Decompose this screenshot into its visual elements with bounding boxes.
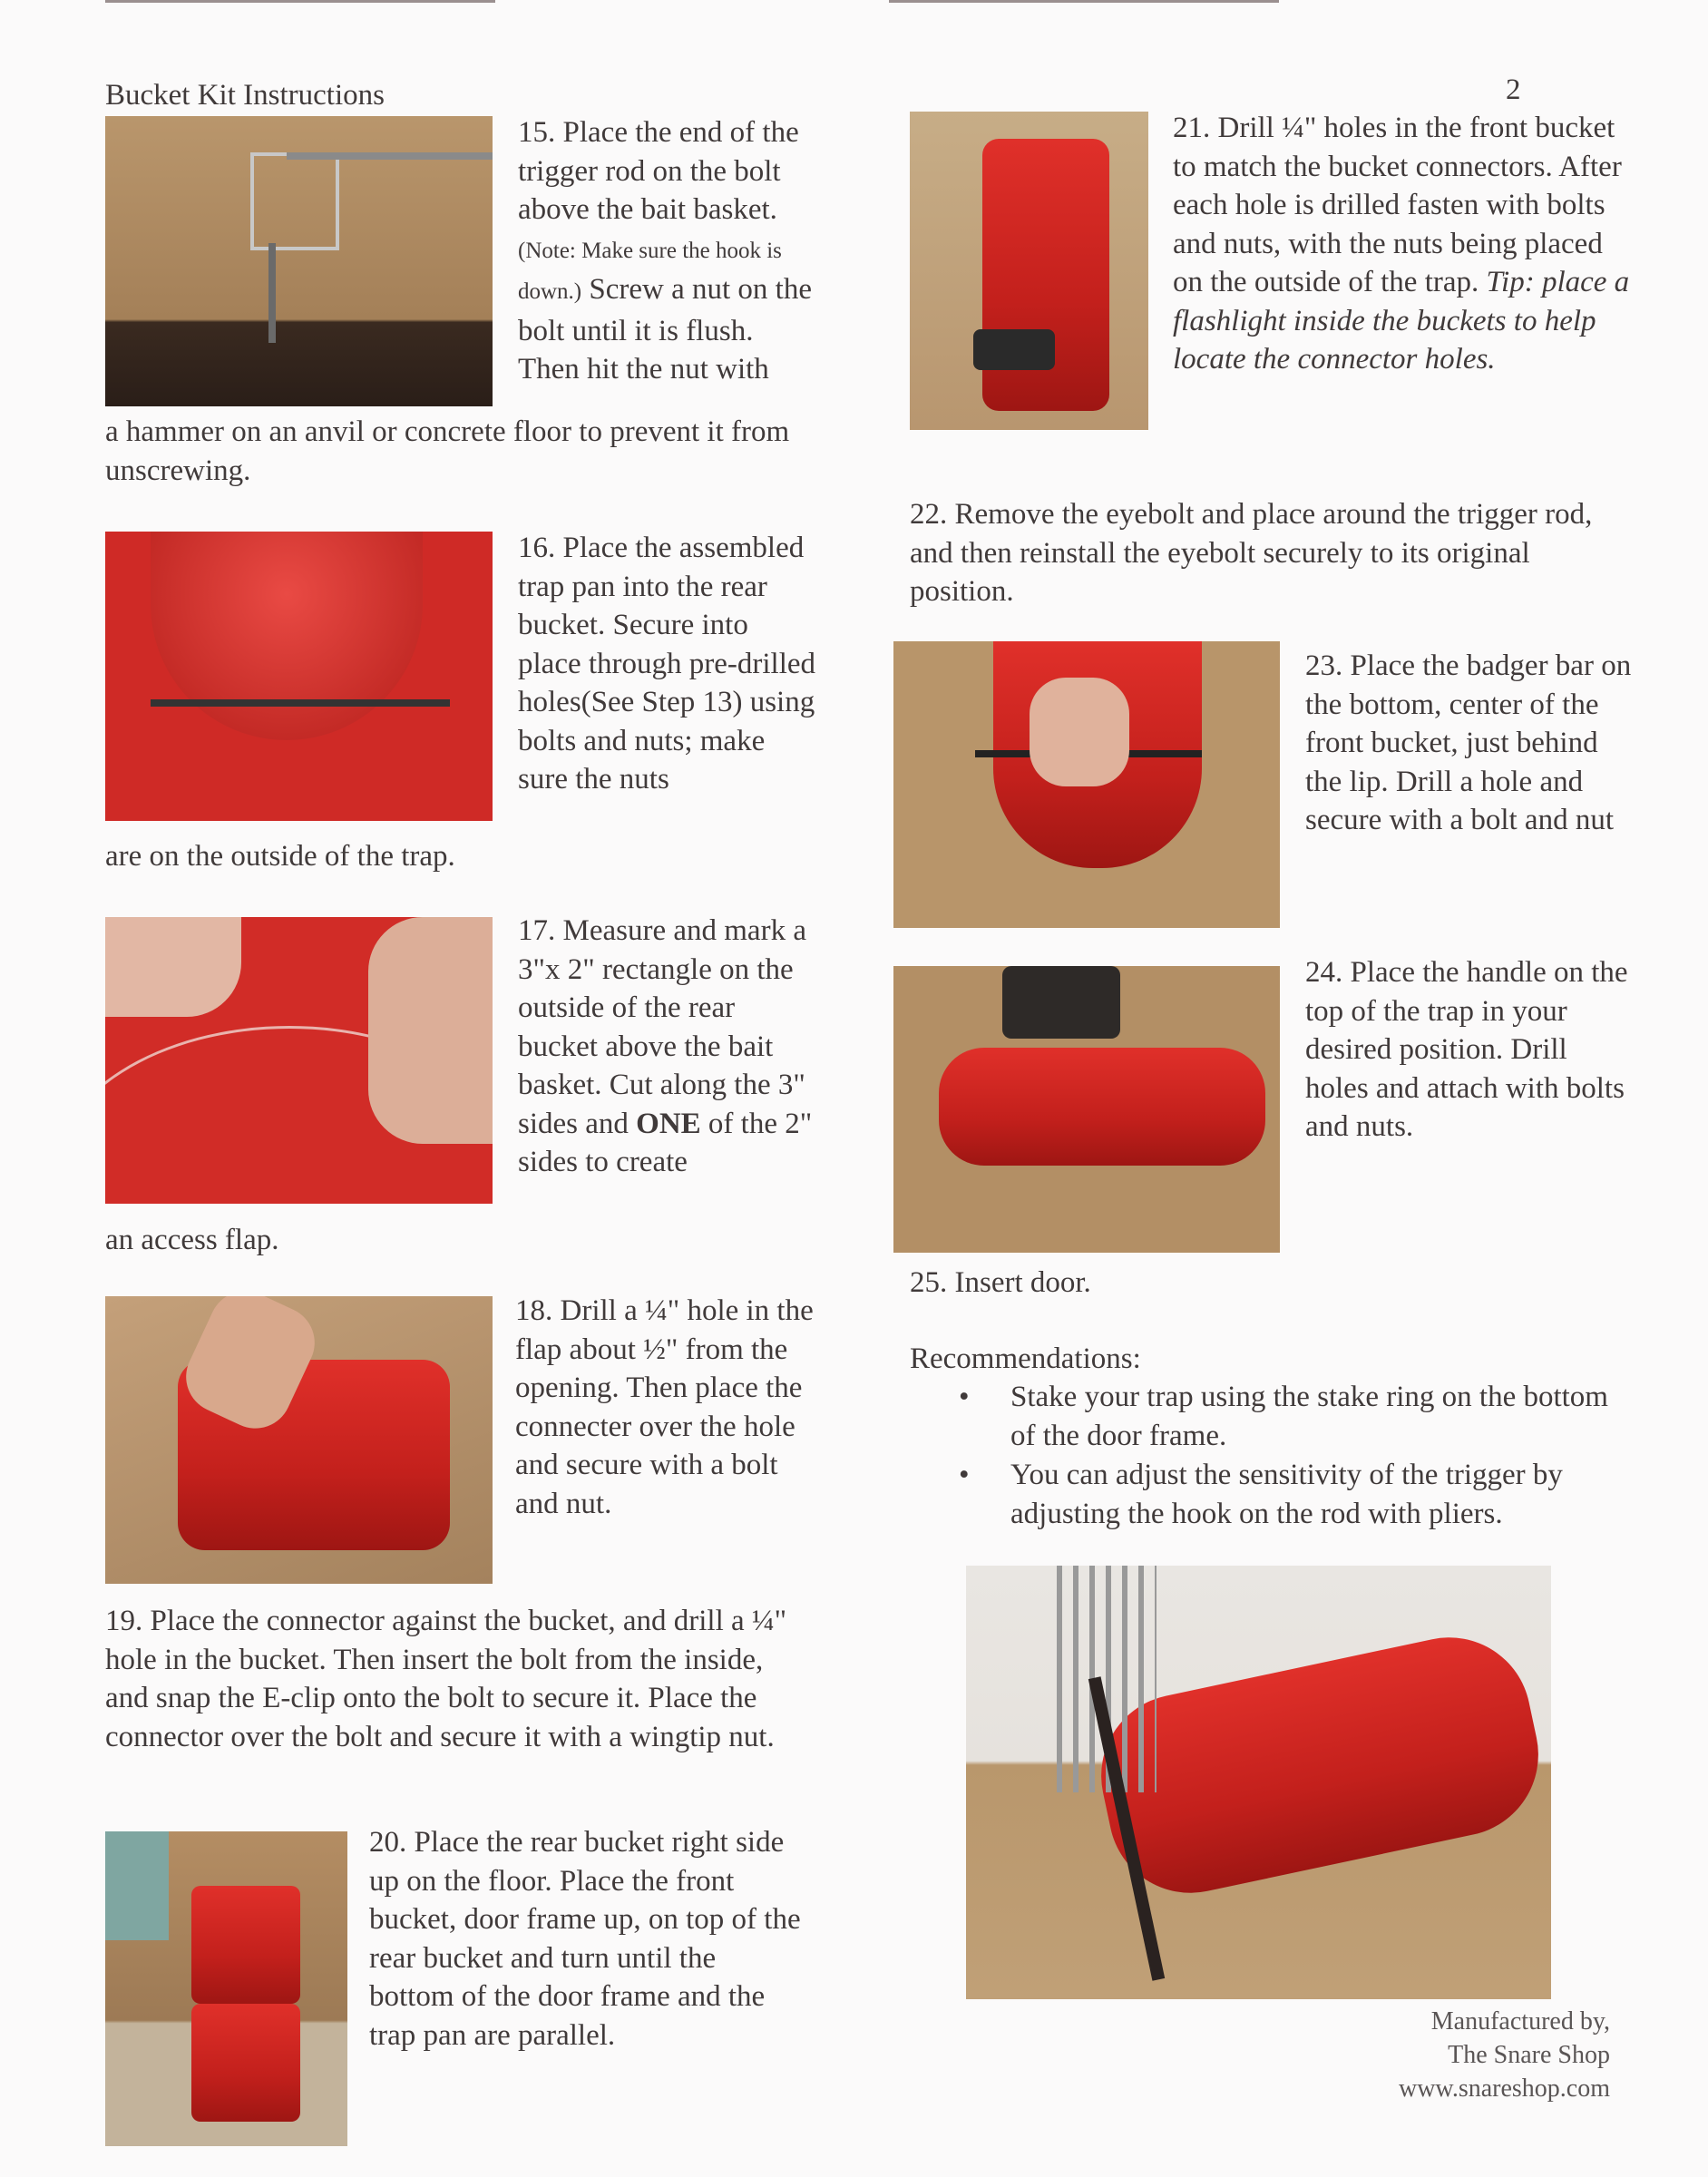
drill — [1002, 966, 1120, 1039]
step-24-photo — [893, 966, 1280, 1253]
step-17-text: 17. Measure and mark a 3"x 2" rectangle on the outside of the rear bucket above the bait basket. Cut along the 3" sides and ONE of the 2" sides to create — [518, 914, 813, 1178]
step-16-text: 16. Place the assembled trap pan into the rear bucket. Secure into place through pre-drilled holes(See Step 13) using bolts and nuts; make sure the nuts — [518, 532, 816, 796]
stacked-buckets — [982, 139, 1109, 411]
step-15-photo — [105, 116, 493, 406]
step-18-photo — [105, 1296, 493, 1584]
trap — [939, 1048, 1265, 1166]
hand — [105, 917, 241, 1017]
hand — [1030, 678, 1129, 786]
step-15-wrap: a hammer on an anvil or concrete floor to prevent it from unscrewing. — [105, 415, 790, 487]
website-link[interactable]: www.snareshop.com — [1398, 2074, 1610, 2103]
rod-post — [268, 243, 276, 343]
step-19-text: 19. Place the connector against the bucket, and drill a ¼" hole in the bucket. Then insert the bolt from the inside, and snap the E-clip onto the bolt to secure it. Place the connector over the bolt and secure it with a wingtip nut. — [105, 1605, 787, 1753]
step-25-text: 25. Insert door. — [910, 1266, 1091, 1299]
step-23-text: 23. Place the badger bar on the bottom, center of the front bucket, just behind the lip. Drill a hole and secure with a bolt and nut — [1305, 649, 1632, 836]
step-17-wrap: an access flap. — [105, 1224, 279, 1256]
rear-bucket — [191, 2004, 300, 2122]
step-21-text: 21. Drill ¼" holes in the front bucket to match the bucket connectors. After each hole is drilled fasten with bolts and nuts, with the nuts being placed on the outside of the trap. Tip: place a flashlight inside the buckets to help locate the connector holes. — [1173, 112, 1630, 376]
step-20-photo — [105, 1831, 347, 2146]
top-border-left — [105, 0, 495, 3]
step-15-text: 15. Place the end of the trigger rod on the bolt above the bait basket. (Note: Make sure the hook is down.) Screw a nut on the bolt until it is flush. Then hit the nut with — [518, 116, 812, 386]
step-21-photo — [910, 112, 1148, 430]
drill — [973, 329, 1055, 370]
bullet-icon: • — [959, 1381, 970, 1413]
document-title: Bucket Kit Instructions — [105, 79, 385, 112]
step-20-text: 20. Place the rear bucket right side up on the floor. Place the front bucket, door frame up, on top of the rear bucket and turn until the bottom of the door frame and the trap pan are parallel. — [369, 1826, 801, 2052]
recommendation-item: Stake your trap using the stake ring on the bottom of the door frame. — [1010, 1381, 1608, 1452]
step-22-text: 22. Remove the eyebolt and place around the trigger rod, and then reinstall the eyebolt securely to its original position. — [910, 498, 1593, 608]
trap-pan — [151, 699, 450, 707]
bait-basket — [250, 152, 339, 250]
step-16-photo — [105, 532, 493, 821]
step-24-text: 24. Place the handle on the top of the trap in your desired position. Drill holes and attach with bolts and nuts. — [1305, 956, 1628, 1143]
top-border-right — [889, 0, 1279, 3]
step-16-wrap: are on the outside of the trap. — [105, 840, 455, 873]
step-21-tip: Tip: place a flashlight inside the buckets to help locate the connector holes. — [1173, 266, 1630, 376]
person — [105, 1831, 169, 1940]
front-bucket — [191, 1886, 300, 2004]
manufacturer-credit: Manufactured by, The Snare Shop www.snareshop.com — [1399, 2005, 1610, 2105]
hand — [368, 917, 493, 1144]
page-number: 2 — [1506, 73, 1521, 106]
recommendation-item: You can adjust the sensitivity of the trigger by adjusting the hook on the rod with pliers. — [1010, 1459, 1563, 1530]
finished-trap-photo — [966, 1566, 1551, 1999]
step-23-photo — [893, 641, 1280, 928]
step-17-photo — [105, 917, 493, 1204]
trigger-rod — [287, 152, 493, 160]
bullet-icon: • — [959, 1459, 970, 1491]
step-18-text: 18. Drill a ¼" hole in the flap about ½" from the opening. Then place the connecter over the hole and secure with a bolt and nut. — [515, 1294, 814, 1520]
step-15-note: (Note: Make sure the hook is down.) — [518, 238, 782, 304]
bucket-interior — [151, 532, 423, 740]
recommendations-heading: Recommendations: — [910, 1342, 1141, 1375]
